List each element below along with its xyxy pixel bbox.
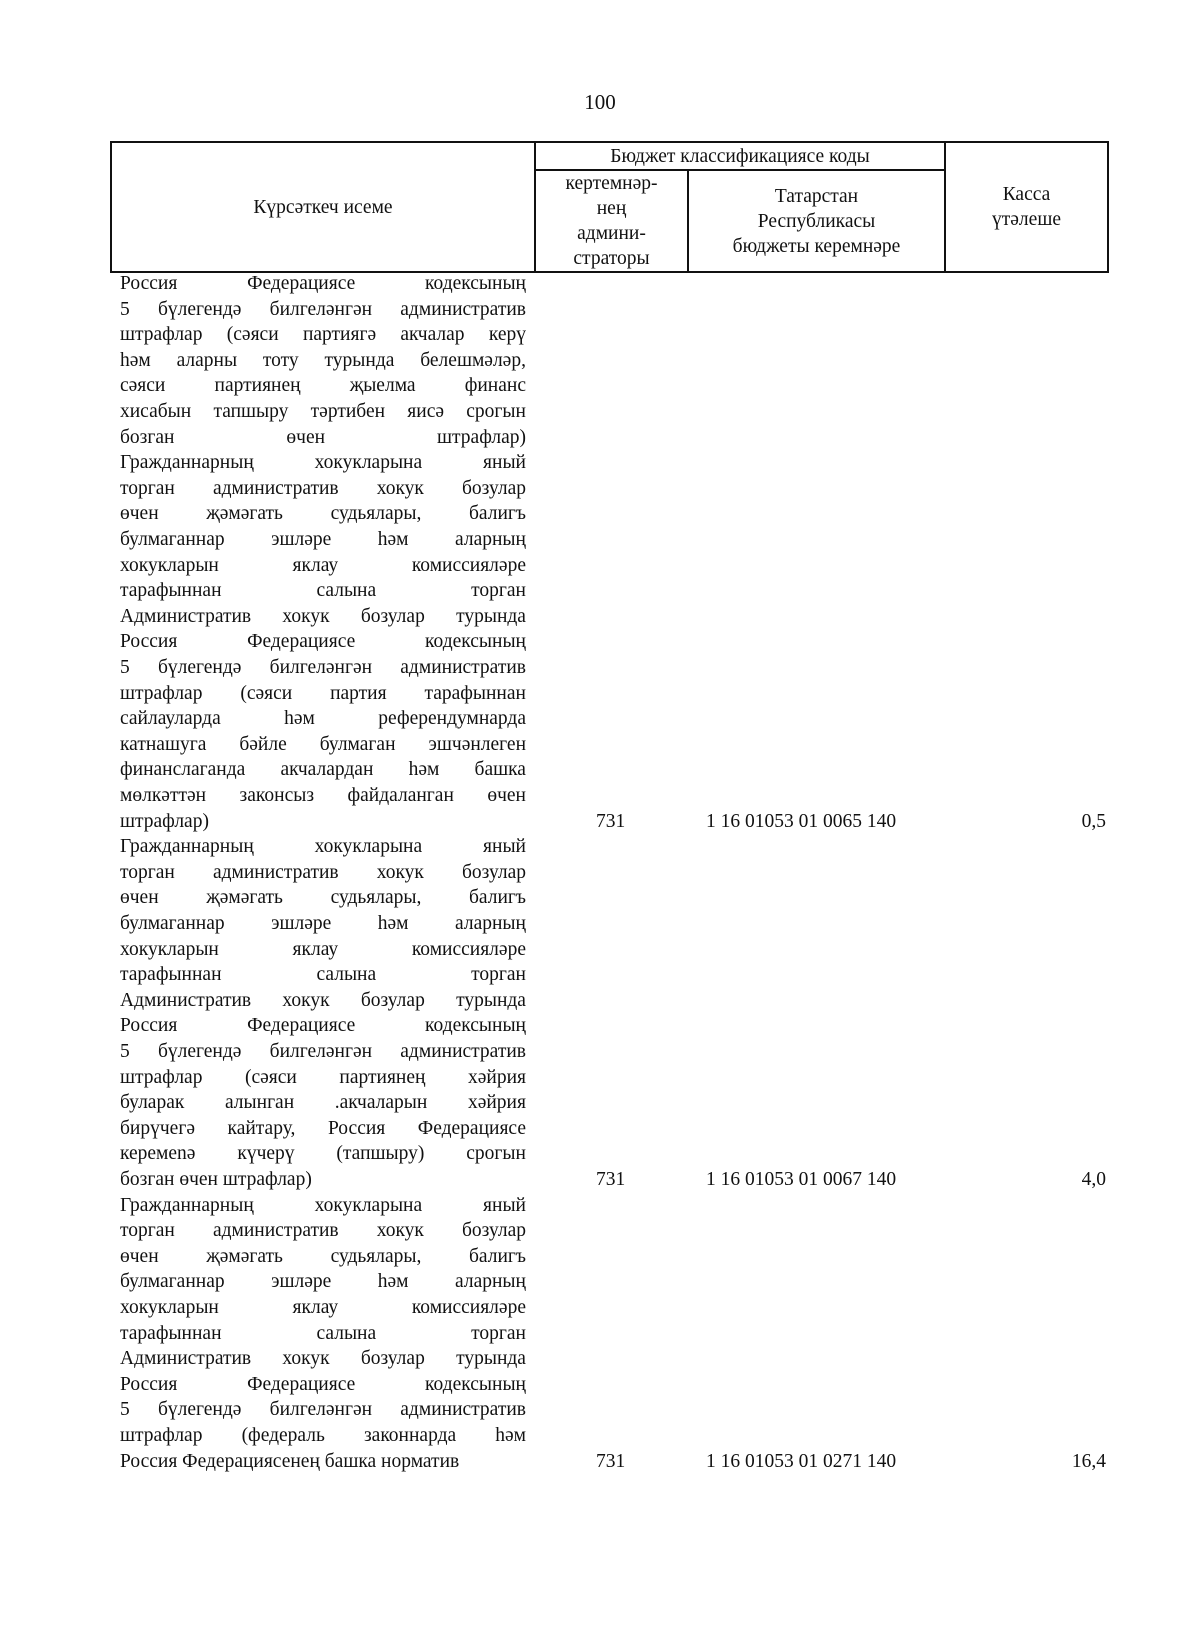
indicator-text-line: штрафлар (сәяси партия тарафыннан <box>120 682 526 704</box>
budget-code-cell: 1 16 01053 01 0065 140 <box>706 810 897 832</box>
indicator-text-line: керемenә күчерү (тапшыру) срогын <box>120 1143 526 1165</box>
indicator-text-line: сәяси партиянең җыелма финанс <box>120 375 526 397</box>
page-number: 100 <box>584 90 616 114</box>
indicator-text-line: бирүчегә кайтару, Россия Федерациясе <box>120 1117 526 1139</box>
header-income-line: Татарстан <box>774 185 859 207</box>
admin-code-cell: 731 <box>596 810 626 832</box>
header-admin-line: страторы <box>573 248 650 269</box>
header-admin-line: кертемнәр- <box>565 173 658 194</box>
indicator-text-line: өчен җәмәгать судьялары, балигъ <box>120 1245 526 1267</box>
indicator-text-line: 5 бүлегендә билгеләнгән административ <box>120 1041 526 1062</box>
header-indicator-name <box>112 143 536 271</box>
indicator-text-line: Административ хокук бозулар турында <box>120 1348 526 1370</box>
indicator-text-line: хокукларын яклау комиссияләре <box>120 1297 526 1318</box>
indicator-text-line: Административ хокук бозулар турында <box>120 989 526 1011</box>
header-admin-line: админи- <box>577 223 646 244</box>
indicator-text-line: Россия Федерациясенең башка норматив <box>120 1450 460 1472</box>
indicator-text-line: Гражданнарның хокукларына яный <box>120 836 526 858</box>
indicator-text-line: Гражданнарның хокукларына яный <box>120 452 526 474</box>
cash-amount-cell: 16,4 <box>1071 1450 1106 1472</box>
indicator-text-line: булмаганнар эшләре һәм аларның <box>120 529 526 550</box>
indicator-text-line: 5 бүлегендә билгеләнгән административ <box>120 298 526 320</box>
indicator-text-line: торган административ хокук бозулар <box>120 861 526 883</box>
indicator-text-line: Гражданнарның хокукларына яный <box>120 1194 526 1216</box>
header-indicator-name-label: Күрсәткеч исеме <box>253 196 393 218</box>
header-budget-codes-label: Бюджет классификациясе коды <box>610 145 870 167</box>
indicator-text-line: торган административ хокук бозулар <box>120 1220 526 1242</box>
indicator-text-line: булмаганнар эшләре һәм аларның <box>120 913 526 934</box>
indicator-text-line: 5 бүлегендә билгеләнгән административ <box>120 1399 526 1421</box>
indicator-text-line: тарафыннан салына торган <box>120 964 526 986</box>
indicator-text-line: сайлауларда һәм референдумнарда <box>120 708 526 730</box>
cash-amount-cell: 4,0 <box>1081 1169 1106 1190</box>
admin-code-cell: 731 <box>596 1169 626 1190</box>
header-income-line: бюджеты керемнәре <box>732 235 901 257</box>
header-cash-line: Касса <box>1002 184 1051 205</box>
header-cash-execution <box>946 143 1107 271</box>
indicator-text-line: штрафлар (федераль законнарда һәм <box>120 1425 526 1446</box>
indicator-text-line: Россия Федерациясе кодексының <box>120 631 526 653</box>
indicator-text-line: катнашуга бәйле булмаган эшчәнлеген <box>120 733 526 755</box>
indicator-text-line: торган административ хокук бозулар <box>120 477 526 499</box>
cash-amount-cell: 0,5 <box>1081 810 1106 832</box>
indicator-text-line: Административ хокук бозулар турында <box>120 605 526 627</box>
indicator-text-line: буларак алынган .акчаларын хәйрия <box>120 1092 526 1114</box>
header-income-line: Республикасы <box>757 210 876 232</box>
admin-code-cell: 731 <box>596 1450 626 1472</box>
indicator-text-line: хокукларын яклау комиссияләре <box>120 554 526 576</box>
indicator-text-line: штрафлар (сәяси партиянең хәйрия <box>120 1066 526 1088</box>
header-revenue-administrators <box>536 171 689 271</box>
header-cash-line: үтәлеше <box>992 209 1061 230</box>
indicator-text-line: өчен җәмәгать судьялары, балигъ <box>120 887 526 909</box>
header-budget-revenues <box>689 171 946 271</box>
indicator-text-line: һәм аларны тоту турында белешмәләр, <box>120 349 526 371</box>
indicator-text-line: Россия Федерациясе кодексының <box>120 1015 526 1037</box>
header-budget-codes <box>536 143 946 171</box>
table-header <box>110 141 1109 273</box>
indicator-text-line: бозган өчен штрафлар) <box>120 1169 312 1190</box>
indicator-text-line: өчен җәмәгать судьялары, балигъ <box>120 503 526 525</box>
indicator-text-line: хокукларын яклау комиссияләре <box>120 938 526 960</box>
indicator-text-line: штрафлар (сәяси партиягә акчалар керү <box>120 324 526 346</box>
indicator-text-line: тарафыннан салына торган <box>120 1322 526 1344</box>
indicator-text-line: Россия Федерациясе кодексының <box>120 273 526 294</box>
indicator-text-line: Россия Федерациясе кодексының <box>120 1373 526 1395</box>
indicator-text-line: булмаганнар эшләре һәм аларның <box>120 1271 526 1293</box>
budget-code-cell: 1 16 01053 01 0271 140 <box>706 1450 897 1472</box>
indicator-text-line: бозган өчен штрафлар) <box>120 426 526 448</box>
indicator-text-line: финанслаганда акчалардан һәм башка <box>120 759 526 781</box>
indicator-text-line: мөлкәттән законсыз файдаланган өчен <box>120 785 526 806</box>
budget-code-cell: 1 16 01053 01 0067 140 <box>706 1169 897 1190</box>
indicator-text-line: 5 бүлегендә билгеләнгән административ <box>120 657 526 678</box>
indicator-text-line: штрафлар) <box>120 810 209 832</box>
indicator-text-line: хисабын тапшыру тәртибен яисә срогын <box>120 401 526 422</box>
indicator-text-line: тарафыннан салына торган <box>120 580 526 602</box>
header-admin-line: нең <box>596 198 627 219</box>
